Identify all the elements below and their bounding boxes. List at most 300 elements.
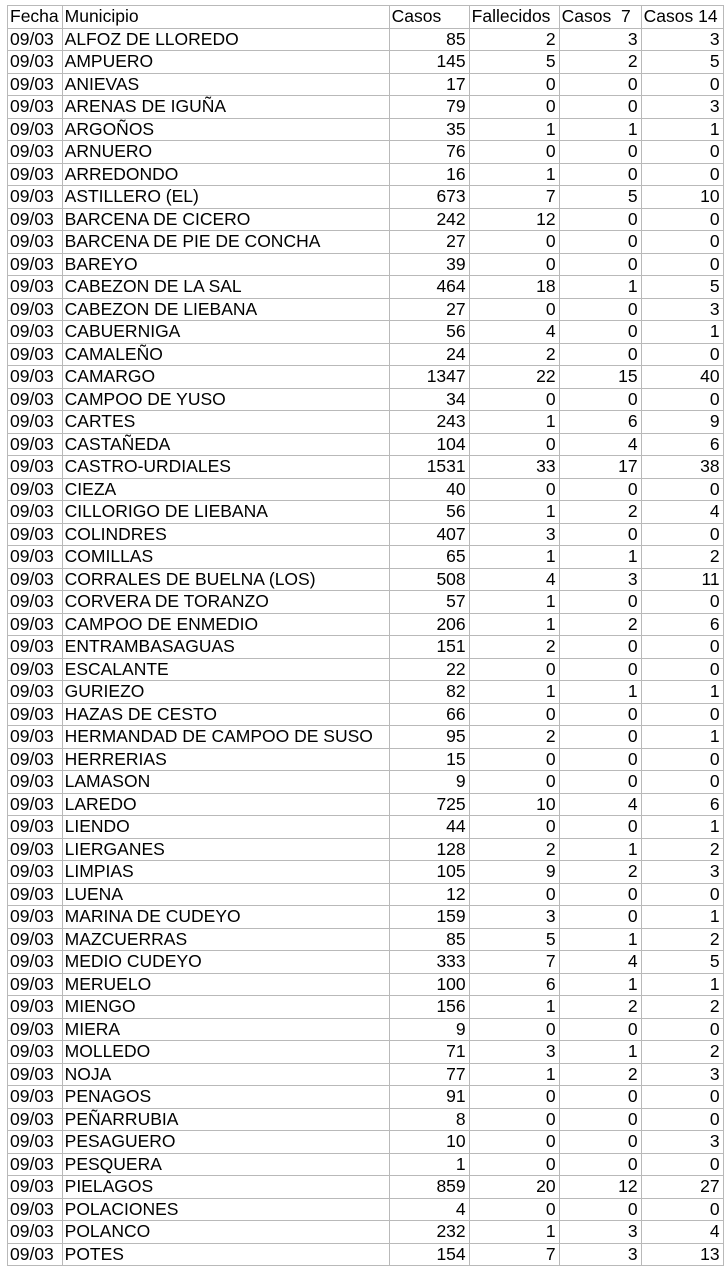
- cell-casos-14[interactable]: 1: [641, 816, 723, 839]
- cell-municipio[interactable]: NOJA: [62, 1063, 389, 1086]
- cell-municipio[interactable]: CAMARGO: [62, 366, 389, 389]
- cell-casos-7[interactable]: 1: [559, 838, 641, 861]
- cell-fallecidos[interactable]: 10: [469, 793, 559, 816]
- cell-fecha[interactable]: 09/03: [8, 591, 63, 614]
- cell-casos-7[interactable]: 1: [559, 973, 641, 996]
- cell-municipio[interactable]: CABEZON DE LA SAL: [62, 276, 389, 299]
- cell-fecha[interactable]: 09/03: [8, 613, 63, 636]
- cell-casos-7[interactable]: 0: [559, 141, 641, 164]
- cell-casos[interactable]: 4: [389, 1198, 469, 1221]
- cell-casos[interactable]: 44: [389, 816, 469, 839]
- cell-municipio[interactable]: LIMPIAS: [62, 861, 389, 884]
- cell-municipio[interactable]: ENTRAMBASAGUAS: [62, 636, 389, 659]
- cell-casos-14[interactable]: 1: [641, 973, 723, 996]
- cell-casos[interactable]: 508: [389, 568, 469, 591]
- cell-municipio[interactable]: PIELAGOS: [62, 1176, 389, 1199]
- cell-casos-14[interactable]: 10: [641, 186, 723, 209]
- cell-fallecidos[interactable]: 5: [469, 928, 559, 951]
- cell-fallecidos[interactable]: 0: [469, 816, 559, 839]
- cell-casos-14[interactable]: 2: [641, 1041, 723, 1064]
- cell-casos-7[interactable]: 15: [559, 366, 641, 389]
- cell-fallecidos[interactable]: 2: [469, 636, 559, 659]
- cell-fecha[interactable]: 09/03: [8, 906, 63, 929]
- cell-municipio[interactable]: CAMPOO DE ENMEDIO: [62, 613, 389, 636]
- cell-fecha[interactable]: 09/03: [8, 96, 63, 119]
- cell-casos-14[interactable]: 0: [641, 1153, 723, 1176]
- cell-casos-7[interactable]: 0: [559, 1018, 641, 1041]
- cell-casos-7[interactable]: 6: [559, 411, 641, 434]
- header-municipio[interactable]: Municipio: [62, 6, 389, 29]
- cell-casos[interactable]: 1: [389, 1153, 469, 1176]
- cell-casos-7[interactable]: 0: [559, 298, 641, 321]
- cell-casos-14[interactable]: 0: [641, 658, 723, 681]
- cell-municipio[interactable]: LAMASON: [62, 771, 389, 794]
- cell-casos-14[interactable]: 0: [641, 1108, 723, 1131]
- cell-fecha[interactable]: 09/03: [8, 726, 63, 749]
- cell-casos-14[interactable]: 0: [641, 883, 723, 906]
- cell-municipio[interactable]: CABEZON DE LIEBANA: [62, 298, 389, 321]
- cell-municipio[interactable]: HAZAS DE CESTO: [62, 703, 389, 726]
- cell-fecha[interactable]: 09/03: [8, 501, 63, 524]
- cell-casos[interactable]: 145: [389, 51, 469, 74]
- cell-fallecidos[interactable]: 0: [469, 433, 559, 456]
- cell-casos[interactable]: 66: [389, 703, 469, 726]
- cell-municipio[interactable]: LUENA: [62, 883, 389, 906]
- cell-casos-14[interactable]: 0: [641, 343, 723, 366]
- cell-casos-7[interactable]: 4: [559, 433, 641, 456]
- cell-municipio[interactable]: AMPUERO: [62, 51, 389, 74]
- cell-casos-7[interactable]: 2: [559, 501, 641, 524]
- cell-fecha[interactable]: 09/03: [8, 861, 63, 884]
- cell-fecha[interactable]: 09/03: [8, 996, 63, 1019]
- cell-casos[interactable]: 27: [389, 231, 469, 254]
- cell-fallecidos[interactable]: 0: [469, 298, 559, 321]
- cell-casos-14[interactable]: 0: [641, 231, 723, 254]
- cell-fecha[interactable]: 09/03: [8, 658, 63, 681]
- cell-fecha[interactable]: 09/03: [8, 703, 63, 726]
- cell-fallecidos[interactable]: 20: [469, 1176, 559, 1199]
- cell-fecha[interactable]: 09/03: [8, 118, 63, 141]
- cell-casos-7[interactable]: 0: [559, 771, 641, 794]
- cell-municipio[interactable]: POLANCO: [62, 1221, 389, 1244]
- cell-fecha[interactable]: 09/03: [8, 1243, 63, 1266]
- cell-casos-7[interactable]: 0: [559, 726, 641, 749]
- cell-casos-14[interactable]: 4: [641, 1221, 723, 1244]
- cell-fecha[interactable]: 09/03: [8, 51, 63, 74]
- header-casos[interactable]: Casos: [389, 6, 469, 29]
- header-fallecidos[interactable]: Fallecidos: [469, 6, 559, 29]
- cell-casos[interactable]: 56: [389, 501, 469, 524]
- cell-fecha[interactable]: 09/03: [8, 1176, 63, 1199]
- cell-casos[interactable]: 71: [389, 1041, 469, 1064]
- cell-fallecidos[interactable]: 3: [469, 1041, 559, 1064]
- cell-casos-7[interactable]: 0: [559, 253, 641, 276]
- cell-casos-7[interactable]: 2: [559, 996, 641, 1019]
- cell-casos-7[interactable]: 0: [559, 591, 641, 614]
- header-fecha[interactable]: Fecha: [8, 6, 63, 29]
- cell-fallecidos[interactable]: 1: [469, 613, 559, 636]
- cell-municipio[interactable]: CAMALEÑO: [62, 343, 389, 366]
- cell-casos-14[interactable]: 3: [641, 1131, 723, 1154]
- cell-fallecidos[interactable]: 0: [469, 141, 559, 164]
- cell-municipio[interactable]: ASTILLERO (EL): [62, 186, 389, 209]
- cell-casos-7[interactable]: 0: [559, 343, 641, 366]
- cell-casos-14[interactable]: 0: [641, 636, 723, 659]
- cell-casos-7[interactable]: 0: [559, 523, 641, 546]
- cell-casos-7[interactable]: 0: [559, 388, 641, 411]
- cell-casos-14[interactable]: 0: [641, 163, 723, 186]
- cell-casos-7[interactable]: 2: [559, 613, 641, 636]
- cell-casos-7[interactable]: 0: [559, 883, 641, 906]
- cell-casos-14[interactable]: 27: [641, 1176, 723, 1199]
- cell-municipio[interactable]: MERUELO: [62, 973, 389, 996]
- cell-fecha[interactable]: 09/03: [8, 163, 63, 186]
- cell-fallecidos[interactable]: 12: [469, 208, 559, 231]
- cell-fallecidos[interactable]: 7: [469, 1243, 559, 1266]
- cell-casos-14[interactable]: 0: [641, 523, 723, 546]
- cell-casos[interactable]: 9: [389, 1018, 469, 1041]
- cell-municipio[interactable]: BARCENA DE CICERO: [62, 208, 389, 231]
- cell-municipio[interactable]: PESAGUERO: [62, 1131, 389, 1154]
- cell-casos-7[interactable]: 5: [559, 186, 641, 209]
- cell-casos-14[interactable]: 6: [641, 433, 723, 456]
- cell-casos[interactable]: 12: [389, 883, 469, 906]
- cell-fallecidos[interactable]: 1: [469, 163, 559, 186]
- cell-casos[interactable]: 104: [389, 433, 469, 456]
- cell-fecha[interactable]: 09/03: [8, 366, 63, 389]
- cell-fecha[interactable]: 09/03: [8, 208, 63, 231]
- cell-casos[interactable]: 725: [389, 793, 469, 816]
- cell-municipio[interactable]: COLINDRES: [62, 523, 389, 546]
- cell-fallecidos[interactable]: 0: [469, 1153, 559, 1176]
- cell-fecha[interactable]: 09/03: [8, 141, 63, 164]
- cell-casos-14[interactable]: 2: [641, 928, 723, 951]
- cell-casos[interactable]: 859: [389, 1176, 469, 1199]
- cell-casos-7[interactable]: 0: [559, 1153, 641, 1176]
- cell-casos[interactable]: 128: [389, 838, 469, 861]
- cell-casos-7[interactable]: 0: [559, 73, 641, 96]
- cell-fallecidos[interactable]: 0: [469, 703, 559, 726]
- cell-casos-14[interactable]: 0: [641, 141, 723, 164]
- cell-casos[interactable]: 10: [389, 1131, 469, 1154]
- cell-casos-14[interactable]: 4: [641, 501, 723, 524]
- cell-municipio[interactable]: ARNUERO: [62, 141, 389, 164]
- cell-fallecidos[interactable]: 0: [469, 1131, 559, 1154]
- cell-fecha[interactable]: 09/03: [8, 343, 63, 366]
- cell-fecha[interactable]: 09/03: [8, 253, 63, 276]
- cell-casos-14[interactable]: 0: [641, 208, 723, 231]
- cell-casos-7[interactable]: 1: [559, 276, 641, 299]
- cell-municipio[interactable]: CORVERA DE TORANZO: [62, 591, 389, 614]
- cell-casos-14[interactable]: 0: [641, 703, 723, 726]
- cell-fecha[interactable]: 09/03: [8, 231, 63, 254]
- cell-casos-14[interactable]: 5: [641, 51, 723, 74]
- cell-casos-14[interactable]: 6: [641, 793, 723, 816]
- cell-casos[interactable]: 333: [389, 951, 469, 974]
- cell-fallecidos[interactable]: 7: [469, 951, 559, 974]
- cell-municipio[interactable]: BARCENA DE PIE DE CONCHA: [62, 231, 389, 254]
- cell-casos[interactable]: 8: [389, 1108, 469, 1131]
- cell-casos[interactable]: 35: [389, 118, 469, 141]
- cell-fecha[interactable]: 09/03: [8, 276, 63, 299]
- cell-fecha[interactable]: 09/03: [8, 298, 63, 321]
- cell-fecha[interactable]: 09/03: [8, 748, 63, 771]
- cell-fallecidos[interactable]: 0: [469, 388, 559, 411]
- cell-casos[interactable]: 85: [389, 928, 469, 951]
- cell-casos-14[interactable]: 0: [641, 1198, 723, 1221]
- cell-fallecidos[interactable]: 18: [469, 276, 559, 299]
- cell-casos-7[interactable]: 12: [559, 1176, 641, 1199]
- cell-casos-7[interactable]: 0: [559, 1131, 641, 1154]
- cell-casos[interactable]: 27: [389, 298, 469, 321]
- cell-casos-14[interactable]: 0: [641, 1086, 723, 1109]
- cell-fallecidos[interactable]: 6: [469, 973, 559, 996]
- cell-casos-7[interactable]: 1: [559, 928, 641, 951]
- cell-casos-14[interactable]: 0: [641, 253, 723, 276]
- cell-casos[interactable]: 464: [389, 276, 469, 299]
- cell-casos-7[interactable]: 0: [559, 906, 641, 929]
- cell-casos[interactable]: 65: [389, 546, 469, 569]
- cell-casos-14[interactable]: 3: [641, 298, 723, 321]
- cell-casos-7[interactable]: 0: [559, 703, 641, 726]
- cell-casos-14[interactable]: 0: [641, 771, 723, 794]
- cell-fallecidos[interactable]: 3: [469, 523, 559, 546]
- cell-fecha[interactable]: 09/03: [8, 681, 63, 704]
- cell-casos[interactable]: 79: [389, 96, 469, 119]
- cell-casos-14[interactable]: 0: [641, 748, 723, 771]
- cell-fecha[interactable]: 09/03: [8, 1063, 63, 1086]
- cell-casos-14[interactable]: 1: [641, 681, 723, 704]
- cell-municipio[interactable]: COMILLAS: [62, 546, 389, 569]
- cell-casos-7[interactable]: 2: [559, 51, 641, 74]
- cell-fallecidos[interactable]: 0: [469, 1086, 559, 1109]
- cell-casos[interactable]: 673: [389, 186, 469, 209]
- header-casos-14[interactable]: Casos 14: [641, 6, 723, 29]
- cell-fecha[interactable]: 09/03: [8, 1131, 63, 1154]
- cell-casos[interactable]: 40: [389, 478, 469, 501]
- cell-municipio[interactable]: CASTRO-URDIALES: [62, 456, 389, 479]
- cell-fallecidos[interactable]: 0: [469, 771, 559, 794]
- cell-fallecidos[interactable]: 0: [469, 231, 559, 254]
- cell-fecha[interactable]: 09/03: [8, 523, 63, 546]
- cell-casos[interactable]: 15: [389, 748, 469, 771]
- cell-municipio[interactable]: MOLLEDO: [62, 1041, 389, 1064]
- cell-casos[interactable]: 17: [389, 73, 469, 96]
- cell-casos-7[interactable]: 2: [559, 861, 641, 884]
- cell-municipio[interactable]: ALFOZ DE LLOREDO: [62, 28, 389, 51]
- cell-fecha[interactable]: 09/03: [8, 1153, 63, 1176]
- cell-casos-7[interactable]: 0: [559, 231, 641, 254]
- cell-casos[interactable]: 39: [389, 253, 469, 276]
- cell-casos[interactable]: 206: [389, 613, 469, 636]
- cell-casos-14[interactable]: 1: [641, 321, 723, 344]
- cell-casos-7[interactable]: 4: [559, 951, 641, 974]
- cell-fallecidos[interactable]: 2: [469, 28, 559, 51]
- cell-fecha[interactable]: 09/03: [8, 838, 63, 861]
- cell-casos-7[interactable]: 3: [559, 28, 641, 51]
- cell-casos-7[interactable]: 1: [559, 1041, 641, 1064]
- cell-casos-14[interactable]: 0: [641, 591, 723, 614]
- cell-fecha[interactable]: 09/03: [8, 816, 63, 839]
- cell-casos[interactable]: 151: [389, 636, 469, 659]
- cell-casos-7[interactable]: 2: [559, 1063, 641, 1086]
- cell-municipio[interactable]: ARREDONDO: [62, 163, 389, 186]
- cell-casos-14[interactable]: 3: [641, 861, 723, 884]
- cell-municipio[interactable]: HERMANDAD DE CAMPOO DE SUSO: [62, 726, 389, 749]
- cell-fallecidos[interactable]: 1: [469, 996, 559, 1019]
- cell-fallecidos[interactable]: 1: [469, 591, 559, 614]
- cell-municipio[interactable]: PESQUERA: [62, 1153, 389, 1176]
- cell-fallecidos[interactable]: 1: [469, 546, 559, 569]
- cell-municipio[interactable]: CABUERNIGA: [62, 321, 389, 344]
- cell-casos-14[interactable]: 3: [641, 96, 723, 119]
- cell-casos-7[interactable]: 0: [559, 658, 641, 681]
- cell-casos[interactable]: 34: [389, 388, 469, 411]
- cell-municipio[interactable]: LIENDO: [62, 816, 389, 839]
- cell-municipio[interactable]: CIEZA: [62, 478, 389, 501]
- cell-fecha[interactable]: 09/03: [8, 568, 63, 591]
- cell-casos[interactable]: 16: [389, 163, 469, 186]
- cell-municipio[interactable]: ESCALANTE: [62, 658, 389, 681]
- cell-fecha[interactable]: 09/03: [8, 28, 63, 51]
- cell-fecha[interactable]: 09/03: [8, 546, 63, 569]
- cell-casos-7[interactable]: 1: [559, 118, 641, 141]
- cell-casos-14[interactable]: 1: [641, 726, 723, 749]
- cell-municipio[interactable]: PENAGOS: [62, 1086, 389, 1109]
- cell-fecha[interactable]: 09/03: [8, 321, 63, 344]
- cell-casos-14[interactable]: 13: [641, 1243, 723, 1266]
- cell-fallecidos[interactable]: 0: [469, 883, 559, 906]
- cell-fecha[interactable]: 09/03: [8, 636, 63, 659]
- cell-municipio[interactable]: MIERA: [62, 1018, 389, 1041]
- cell-casos[interactable]: 159: [389, 906, 469, 929]
- cell-casos[interactable]: 154: [389, 1243, 469, 1266]
- cell-casos[interactable]: 243: [389, 411, 469, 434]
- cell-casos[interactable]: 1531: [389, 456, 469, 479]
- cell-fecha[interactable]: 09/03: [8, 73, 63, 96]
- cell-fecha[interactable]: 09/03: [8, 1041, 63, 1064]
- cell-fallecidos[interactable]: 33: [469, 456, 559, 479]
- cell-municipio[interactable]: CILLORIGO DE LIEBANA: [62, 501, 389, 524]
- cell-casos-14[interactable]: 2: [641, 838, 723, 861]
- cell-fallecidos[interactable]: 1: [469, 1221, 559, 1244]
- cell-municipio[interactable]: POTES: [62, 1243, 389, 1266]
- cell-casos-7[interactable]: 3: [559, 568, 641, 591]
- cell-casos-14[interactable]: 40: [641, 366, 723, 389]
- cell-fecha[interactable]: 09/03: [8, 771, 63, 794]
- cell-fallecidos[interactable]: 0: [469, 253, 559, 276]
- cell-casos-14[interactable]: 2: [641, 996, 723, 1019]
- cell-fecha[interactable]: 09/03: [8, 388, 63, 411]
- cell-municipio[interactable]: ARENAS DE IGUÑA: [62, 96, 389, 119]
- cell-casos-7[interactable]: 4: [559, 793, 641, 816]
- cell-casos-14[interactable]: 0: [641, 73, 723, 96]
- cell-municipio[interactable]: PEÑARRUBIA: [62, 1108, 389, 1131]
- cell-fallecidos[interactable]: 0: [469, 1108, 559, 1131]
- cell-casos-7[interactable]: 3: [559, 1221, 641, 1244]
- cell-casos-14[interactable]: 6: [641, 613, 723, 636]
- cell-municipio[interactable]: ANIEVAS: [62, 73, 389, 96]
- cell-casos[interactable]: 9: [389, 771, 469, 794]
- cell-fecha[interactable]: 09/03: [8, 411, 63, 434]
- cell-municipio[interactable]: MAZCUERRAS: [62, 928, 389, 951]
- cell-fallecidos[interactable]: 5: [469, 51, 559, 74]
- cell-fallecidos[interactable]: 3: [469, 906, 559, 929]
- cell-casos-7[interactable]: 0: [559, 96, 641, 119]
- cell-casos-7[interactable]: 0: [559, 1198, 641, 1221]
- cell-casos-7[interactable]: 0: [559, 748, 641, 771]
- cell-municipio[interactable]: MEDIO CUDEYO: [62, 951, 389, 974]
- cell-fallecidos[interactable]: 1: [469, 681, 559, 704]
- cell-casos[interactable]: 105: [389, 861, 469, 884]
- cell-fallecidos[interactable]: 1: [469, 411, 559, 434]
- cell-fallecidos[interactable]: 2: [469, 726, 559, 749]
- cell-casos-7[interactable]: 0: [559, 208, 641, 231]
- cell-casos-7[interactable]: 1: [559, 681, 641, 704]
- cell-casos[interactable]: 91: [389, 1086, 469, 1109]
- cell-casos-7[interactable]: 0: [559, 1108, 641, 1131]
- cell-fecha[interactable]: 09/03: [8, 883, 63, 906]
- cell-casos-7[interactable]: 0: [559, 321, 641, 344]
- cell-casos-7[interactable]: 0: [559, 636, 641, 659]
- cell-casos[interactable]: 22: [389, 658, 469, 681]
- cell-fallecidos[interactable]: 7: [469, 186, 559, 209]
- cell-municipio[interactable]: CAMPOO DE YUSO: [62, 388, 389, 411]
- cell-casos-14[interactable]: 5: [641, 276, 723, 299]
- cell-casos-14[interactable]: 5: [641, 951, 723, 974]
- cell-casos[interactable]: 85: [389, 28, 469, 51]
- cell-fallecidos[interactable]: 22: [469, 366, 559, 389]
- cell-municipio[interactable]: CASTAÑEDA: [62, 433, 389, 456]
- cell-fecha[interactable]: 09/03: [8, 456, 63, 479]
- cell-casos-14[interactable]: 0: [641, 388, 723, 411]
- cell-fecha[interactable]: 09/03: [8, 928, 63, 951]
- cell-casos-14[interactable]: 3: [641, 28, 723, 51]
- cell-casos[interactable]: 76: [389, 141, 469, 164]
- cell-fallecidos[interactable]: 0: [469, 73, 559, 96]
- cell-casos-14[interactable]: 0: [641, 478, 723, 501]
- cell-fallecidos[interactable]: 1: [469, 1063, 559, 1086]
- cell-fallecidos[interactable]: 0: [469, 96, 559, 119]
- cell-fecha[interactable]: 09/03: [8, 1221, 63, 1244]
- cell-casos-7[interactable]: 0: [559, 816, 641, 839]
- cell-casos-7[interactable]: 1: [559, 546, 641, 569]
- cell-fallecidos[interactable]: 1: [469, 501, 559, 524]
- cell-casos[interactable]: 156: [389, 996, 469, 1019]
- cell-fallecidos[interactable]: 4: [469, 321, 559, 344]
- cell-fallecidos[interactable]: 4: [469, 568, 559, 591]
- cell-casos-14[interactable]: 3: [641, 1063, 723, 1086]
- cell-fecha[interactable]: 09/03: [8, 186, 63, 209]
- cell-casos[interactable]: 232: [389, 1221, 469, 1244]
- cell-casos[interactable]: 1347: [389, 366, 469, 389]
- cell-municipio[interactable]: HERRERIAS: [62, 748, 389, 771]
- cell-casos-14[interactable]: 11: [641, 568, 723, 591]
- cell-municipio[interactable]: ARGOÑOS: [62, 118, 389, 141]
- cell-fallecidos[interactable]: 1: [469, 118, 559, 141]
- cell-casos-7[interactable]: 17: [559, 456, 641, 479]
- cell-casos[interactable]: 82: [389, 681, 469, 704]
- cell-municipio[interactable]: MIENGO: [62, 996, 389, 1019]
- cell-fecha[interactable]: 09/03: [8, 951, 63, 974]
- cell-casos[interactable]: 242: [389, 208, 469, 231]
- cell-fecha[interactable]: 09/03: [8, 973, 63, 996]
- cell-casos[interactable]: 24: [389, 343, 469, 366]
- cell-municipio[interactable]: POLACIONES: [62, 1198, 389, 1221]
- cell-municipio[interactable]: LIERGANES: [62, 838, 389, 861]
- cell-fecha[interactable]: 09/03: [8, 1018, 63, 1041]
- cell-municipio[interactable]: CORRALES DE BUELNA (LOS): [62, 568, 389, 591]
